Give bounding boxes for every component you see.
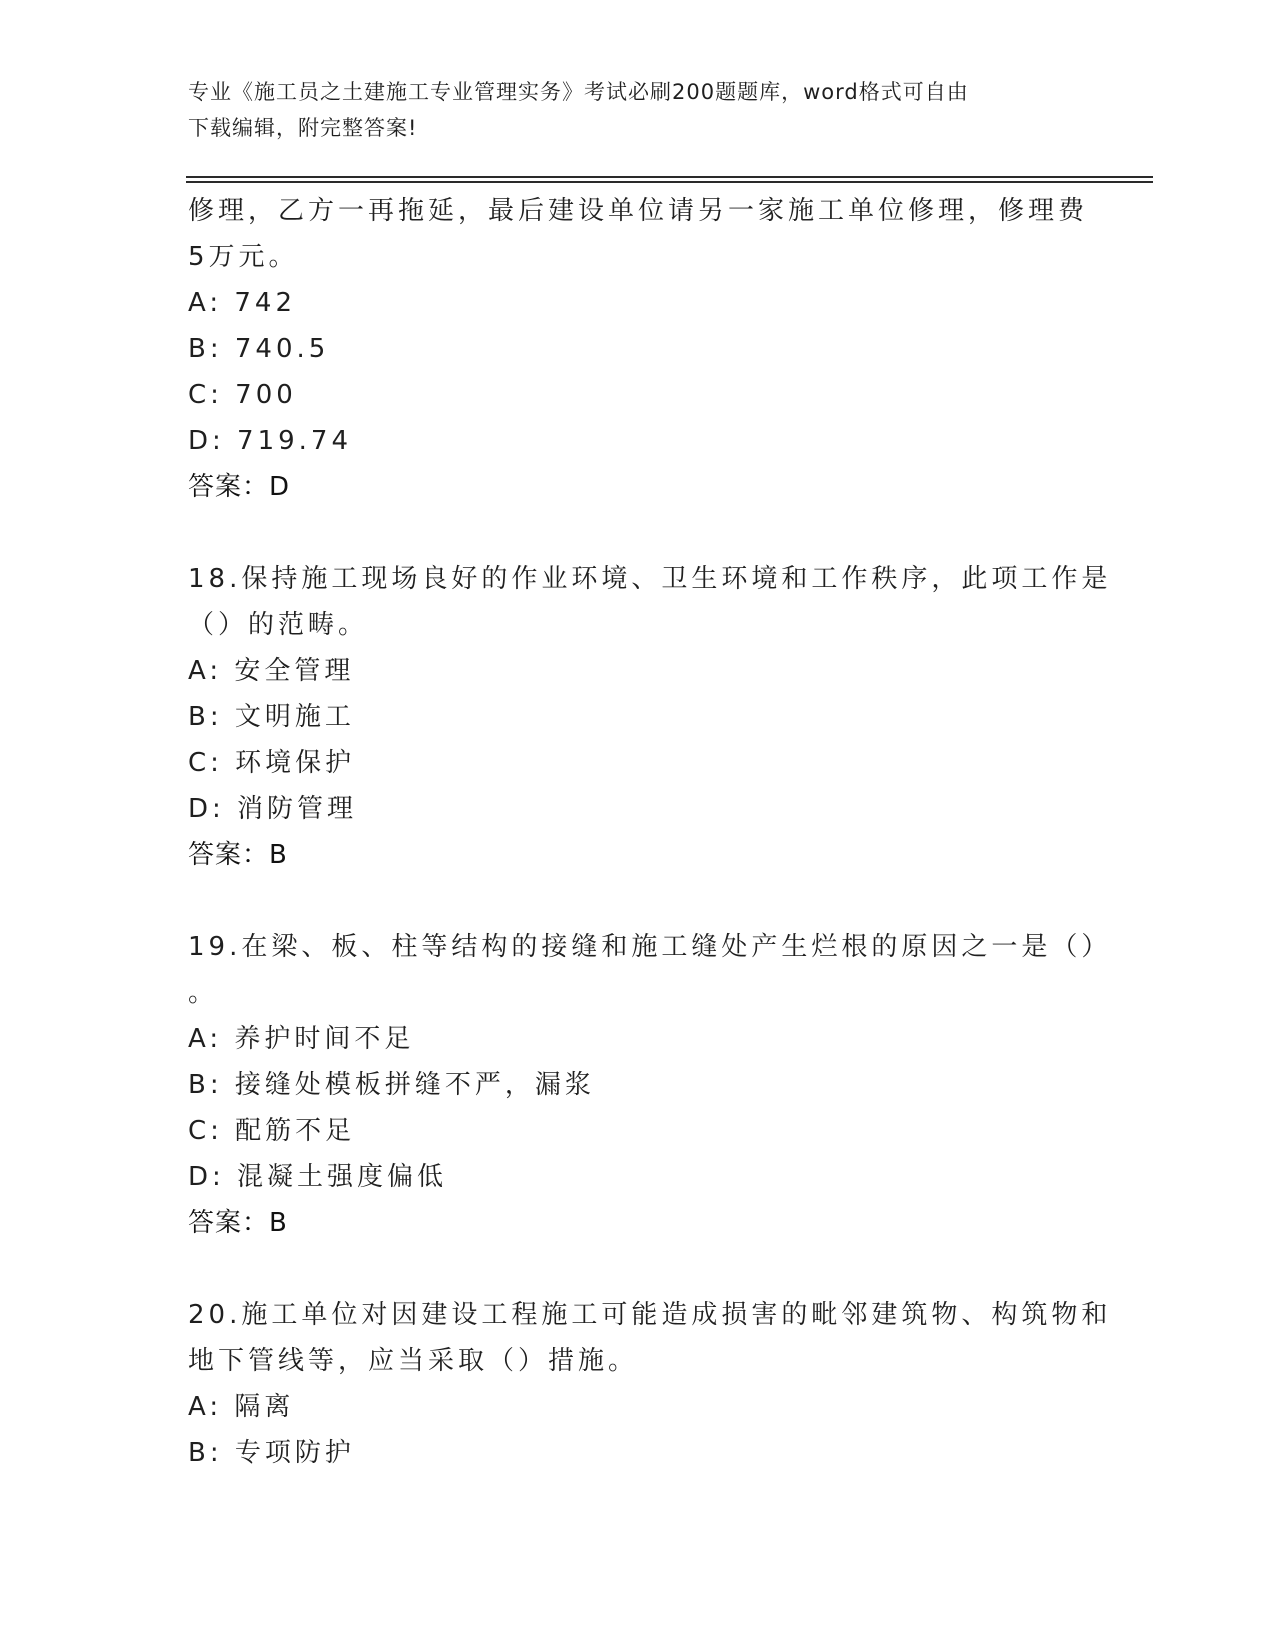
option-b: B: 专项防护: [188, 1438, 355, 1468]
header-title-line2: 下载编辑，附完整答案!: [188, 116, 418, 140]
option-c: C: 配筋不足: [188, 1116, 356, 1146]
option-d: D: 混凝土强度偏低: [188, 1162, 448, 1192]
option-b: B: 文明施工: [188, 702, 355, 732]
question-text: 18.保持施工现场良好的作业环境、卫生环境和工作秩序，此项工作是: [188, 564, 1112, 594]
spacer: [188, 510, 1088, 556]
answer-label: 答案：D: [188, 472, 291, 502]
question-text: 修理，乙方一再拖延，最后建设单位请另一家施工单位修理，修理费: [188, 196, 1089, 226]
question-text: 5万元。: [188, 242, 299, 272]
option-a: A: 养护时间不足: [188, 1024, 415, 1054]
header-title-line1: 专业《施工员之土建施工专业管理实务》考试必刷200题题库，word格式可自由: [188, 80, 969, 104]
question-text: 。: [188, 978, 219, 1008]
option-b: B: 740.5: [188, 334, 330, 364]
question-list: [188, 188, 1112, 1476]
question-text: 地下管线等，应当采取（）措施。: [188, 1346, 639, 1376]
option-c: C: 700: [188, 380, 297, 410]
question-17-continued: [188, 188, 1088, 510]
answer-label: 答案：B: [188, 1208, 288, 1238]
question-text: 19.在梁、板、柱等结构的接缝和施工缝处产生烂根的原因之一是（）: [188, 932, 1112, 962]
option-a: A: 742: [188, 288, 296, 318]
option-d: D: 719.74: [188, 426, 353, 456]
option-c: C: 环境保护: [188, 748, 356, 778]
header-rule-top: [186, 176, 1153, 178]
option-d: D: 消防管理: [188, 794, 358, 824]
option-a: A: 安全管理: [188, 656, 355, 686]
question-19: [188, 924, 1112, 1246]
spacer: [188, 878, 1088, 924]
question-20: [188, 1292, 1112, 1476]
option-b: B: 接缝处模板拼缝不严，漏浆: [188, 1070, 595, 1100]
spacer: [188, 1246, 1088, 1292]
page-header: [188, 74, 1068, 146]
question-text: 20.施工单位对因建设工程施工可能造成损害的毗邻建筑物、构筑物和: [188, 1300, 1112, 1330]
question-text: （）的范畴。: [188, 610, 369, 640]
question-18: [188, 556, 1112, 878]
header-rule-bottom: [186, 181, 1153, 183]
answer-label: 答案：B: [188, 840, 288, 870]
option-a: A: 隔离: [188, 1392, 295, 1422]
